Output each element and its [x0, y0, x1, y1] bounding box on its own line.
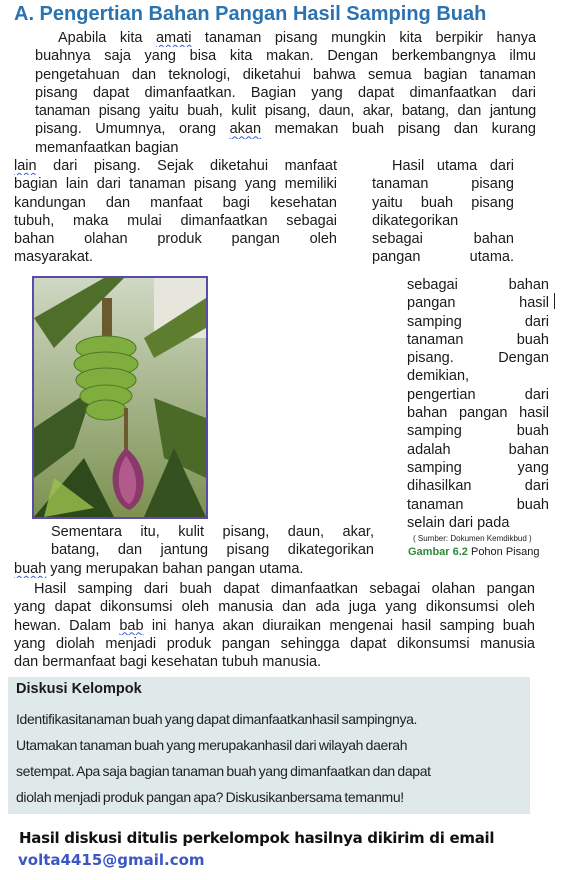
right-col-line: sebagai bahan: [407, 277, 549, 293]
right-col-line: Hasil utama dari: [392, 158, 514, 174]
right-col-line: tanaman buah: [407, 496, 549, 513]
left-col-line: tubuh, maka mulai dimanfaatkan sebagai: [14, 212, 337, 229]
left-col-line: kandungan dan manfaat bagi kesehatan: [14, 194, 337, 211]
right-col-line: dikategorikan: [372, 212, 459, 229]
discussion-line: setempat. Apa saja bagian tanaman buah yang dimanfaatkan dan dapat: [16, 763, 431, 779]
left-column-text: [14, 157, 337, 267]
intro-line: pengetahuan dan teknologi, diketahui bahwa semua bagian tanaman: [35, 66, 536, 83]
caption-source: ( Sumber: Dokumen Kemdikbud ): [413, 534, 532, 543]
section-title: A. Pengertian Bahan Pangan Hasil Samping Buah: [14, 3, 487, 25]
right-col-line: sebagai bahan: [372, 231, 514, 248]
right-col-line: pangan hasil: [407, 295, 549, 312]
figure-label: Gambar 6.2: [408, 546, 468, 558]
para2-line: dan bermanfaat bagi kesehatan tubuh manusia.: [14, 654, 322, 671]
intro-line: pisang dapat dimanfaatkan. Bagian yang dapat dimanfaatkan dari: [35, 84, 536, 101]
right-col-line: pangan utama.: [372, 249, 514, 266]
right-col-line: yaitu buah pisang: [372, 194, 514, 211]
para2-line: yang diolah menjadi produk pangan sehingga dapat dikonsumsi manusia: [14, 635, 535, 652]
result-note: Hasil diskusi ditulis perkelompok hasilnya dikirim di email: [19, 829, 495, 847]
para2-line: yang dapat dikonsumsi oleh manusia dan ada juga yang dikonsumsi oleh: [14, 599, 535, 616]
banana-tree-image: [34, 278, 206, 517]
spell-marked-word: amati: [155, 30, 192, 46]
spell-marked-word: akan: [229, 121, 262, 138]
para2-line: Hasil samping dari buah dapat dimanfaatkan sebagai olahan pangan: [34, 581, 535, 597]
discussion-line: diolah menjadi produk pangan apa? Diskusikanbersama temanmu!: [16, 789, 404, 805]
para2-line: hewan. Dalam bab ini hanya akan diuraikan mengenai hasil samping buah: [14, 617, 535, 634]
right-col-line: dihasilkan dari: [407, 478, 549, 495]
left-col-line: masyarakat.: [14, 249, 93, 266]
left-col-line: lain dari pisang. Sejak diketahui manfaat: [14, 158, 337, 174]
figure-title: Pohon Pisang: [467, 546, 540, 558]
intro-line: buahnya saja yang bisa kita makan. Dengan berkembangnya ilmu: [35, 48, 536, 65]
left-col-line: bahan olahan produk pangan oleh: [14, 231, 337, 248]
paragraph-2: [14, 580, 535, 671]
middle-line: batang, dan jantung pisang dikategorikan: [51, 542, 374, 559]
right-col-line: pengertian dari: [407, 386, 549, 403]
middle-line: buah yang merupakan bahan pangan utama.: [14, 561, 304, 577]
right-col-line: adalah bahan: [407, 441, 549, 458]
right-col-line: tanaman pisang: [372, 176, 514, 193]
middle-line: Sementara itu, kulit pisang, daun, akar,: [51, 524, 374, 540]
middle-last-line: [14, 560, 414, 578]
right-col-line: samping dari: [407, 313, 549, 330]
intro-line: tanaman pisang yaitu buah, kulit pisang, daun, akar, batang, dan jantung: [35, 103, 536, 120]
discussion-line: Utamakan tanaman buah yang merupakanhasil dari wilayah daerah: [16, 737, 408, 753]
intro-line: Apabila kita amati tanaman pisang mungkin kita berpikir hanya: [58, 30, 536, 46]
right-col-line: bahan pangan hasil: [407, 405, 549, 422]
banana-tree-photo: [32, 276, 208, 519]
right-column-text-a: [372, 157, 514, 267]
spell-marked-word: lain: [14, 158, 37, 174]
right-col-line: pisang. Dengan: [407, 350, 549, 367]
figure-caption: [408, 546, 539, 558]
spell-marked-word: bab: [119, 617, 144, 634]
discussion-title: Diskusi Kelompok: [16, 681, 142, 697]
right-col-line: samping buah: [407, 423, 549, 440]
text-cursor: [554, 293, 555, 309]
right-col-line: tanaman buah: [407, 331, 549, 348]
email-link[interactable]: volta4415@gmail.com: [18, 851, 205, 869]
intro-paragraph: [35, 29, 536, 157]
middle-paragraph: [51, 523, 374, 560]
right-column-text-b: [407, 276, 549, 532]
right-col-line: samping yang: [407, 459, 549, 476]
intro-line: memanfaatkan bagian: [35, 139, 179, 156]
discussion-line: Identifikasitanaman buah yang dapat dimanfaatkanhasil sampingnya.: [16, 711, 418, 727]
right-col-line: demikian,: [407, 368, 470, 385]
left-col-line: bagian lain dari tanaman pisang yang memiliki: [14, 176, 337, 193]
intro-line: pisang. Umumnya, orang akan memakan buah pisang dan kurang: [35, 121, 536, 138]
right-col-line: selain dari pada: [407, 514, 510, 531]
spell-marked-word: buah: [14, 561, 47, 577]
